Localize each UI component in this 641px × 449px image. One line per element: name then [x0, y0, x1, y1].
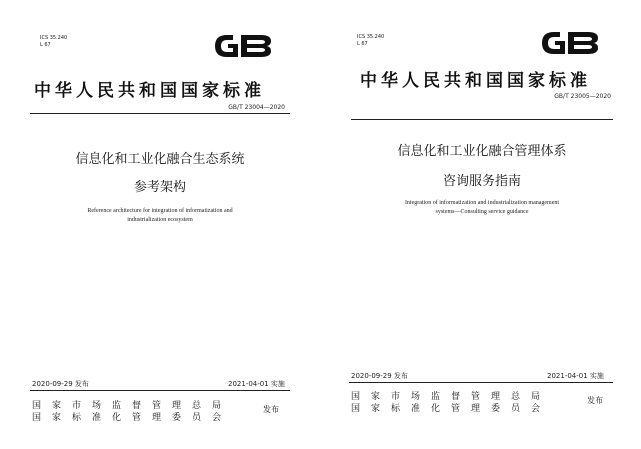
gb-logo: [540, 30, 600, 56]
issue-date: 2020-09-29 发布: [351, 372, 408, 380]
title-english-line1: Integration of informatization and industrialization management: [404, 200, 560, 206]
implement-date: 2021-04-01 实施: [228, 380, 285, 388]
ics-code: ICS 35.240: [357, 34, 385, 40]
ccs-code: L 67: [357, 41, 368, 47]
ccs-code: L 67: [40, 42, 51, 48]
standard-cover-right: [321, 0, 641, 449]
standard-number: GB/T 23004—2020: [228, 104, 285, 111]
footer-rule: [30, 390, 290, 391]
header-rule: [30, 113, 290, 114]
title-english: [30, 207, 290, 225]
title-english-line2: industrialization ecosystem: [127, 217, 193, 223]
national-standard-title: 中华人民共和国国家标准: [34, 81, 265, 101]
subtitle-chinese: 咨询服务指南: [442, 174, 521, 189]
subtitle-chinese: 参考架构: [133, 180, 186, 195]
issuer-line-1: 国家市场监督管理总局: [32, 401, 233, 411]
issuer-line-2: 国家标准化管理委员会: [351, 404, 552, 414]
standard-number: GB/T 23005—2020: [554, 93, 611, 100]
national-standard-title: 中华人民共和国国家标准: [360, 71, 591, 91]
issuer-line-2: 国家标准化管理委员会: [32, 413, 233, 423]
ics-code: ICS 35.240: [40, 35, 68, 41]
title-chinese: 信息化和工业化融合生态系统: [75, 152, 245, 167]
header-rule: [351, 119, 613, 120]
implement-date: 2021-04-01 实施: [547, 372, 604, 380]
publish-label: 发布: [587, 396, 603, 405]
footer-rule: [349, 382, 613, 383]
title-chinese: 信息化和工业化融合管理体系: [397, 144, 567, 159]
title-english-line1: Reference architecture for integration of informatization and: [87, 208, 233, 214]
title-english: [351, 199, 613, 217]
title-english-line2: systems—Consulting service guidance: [435, 209, 529, 215]
issuer-line-1: 国家市场监督管理总局: [351, 392, 552, 402]
gb-logo: [213, 33, 273, 59]
publish-label: 发布: [263, 405, 279, 414]
issue-date: 2020-09-29 发布: [32, 380, 89, 388]
